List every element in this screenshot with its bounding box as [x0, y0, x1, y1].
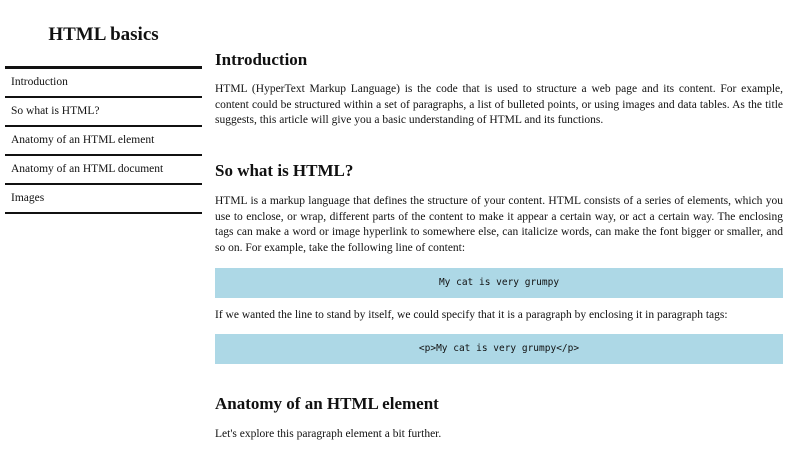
- section-paragraph: HTML is a markup language that defines the structure of your content. HTML consists of a series of elements, which you use to enclose, or wrap, different parts of the content to make it appear a certain way, or act a certain way. The enclosing tags can make a word or image hyperlink to somewhere else, can italicize words, can make the font bigger or smaller, and so on. For example, take the following line of content:: [215, 195, 783, 255]
- section-anatomy-element: [215, 394, 783, 443]
- sidebar-item-anatomy-document[interactable]: Anatomy of an HTML document: [5, 156, 202, 185]
- sidebar-item-anatomy-element[interactable]: Anatomy of an HTML element: [5, 127, 202, 156]
- section-introduction: [215, 50, 783, 129]
- section-paragraph: If we wanted the line to stand by itself, we could specify that it is a paragraph by enclosing it in paragraph tags:: [215, 308, 728, 321]
- section-heading: Anatomy of an HTML element: [215, 394, 439, 413]
- sidebar-item-images[interactable]: Images: [5, 185, 202, 214]
- section-heading: So what is HTML?: [215, 161, 354, 180]
- sidebar-item-introduction[interactable]: Introduction: [5, 69, 202, 98]
- sidebar-item-what-is-html[interactable]: So what is HTML?: [5, 98, 202, 127]
- code-block: <p>My cat is very grumpy</p>: [215, 334, 783, 364]
- section-what-is-html: [215, 161, 783, 364]
- section-paragraph: Let's explore this paragraph element a bit further.: [215, 428, 442, 440]
- code-block: My cat is very grumpy: [215, 268, 783, 298]
- section-paragraph: HTML (HyperText Markup Language) is the code that is used to structure a web page and its content. For example, content could be structured within a set of paragraphs, a list of bulleted points, or using images and data tables. As the title suggests, this article will give you a basic understanding of HTML and its functions.: [215, 83, 783, 127]
- sidebar-title: HTML basics: [48, 24, 159, 45]
- section-heading: Introduction: [215, 50, 308, 69]
- sidebar-nav: [5, 66, 202, 214]
